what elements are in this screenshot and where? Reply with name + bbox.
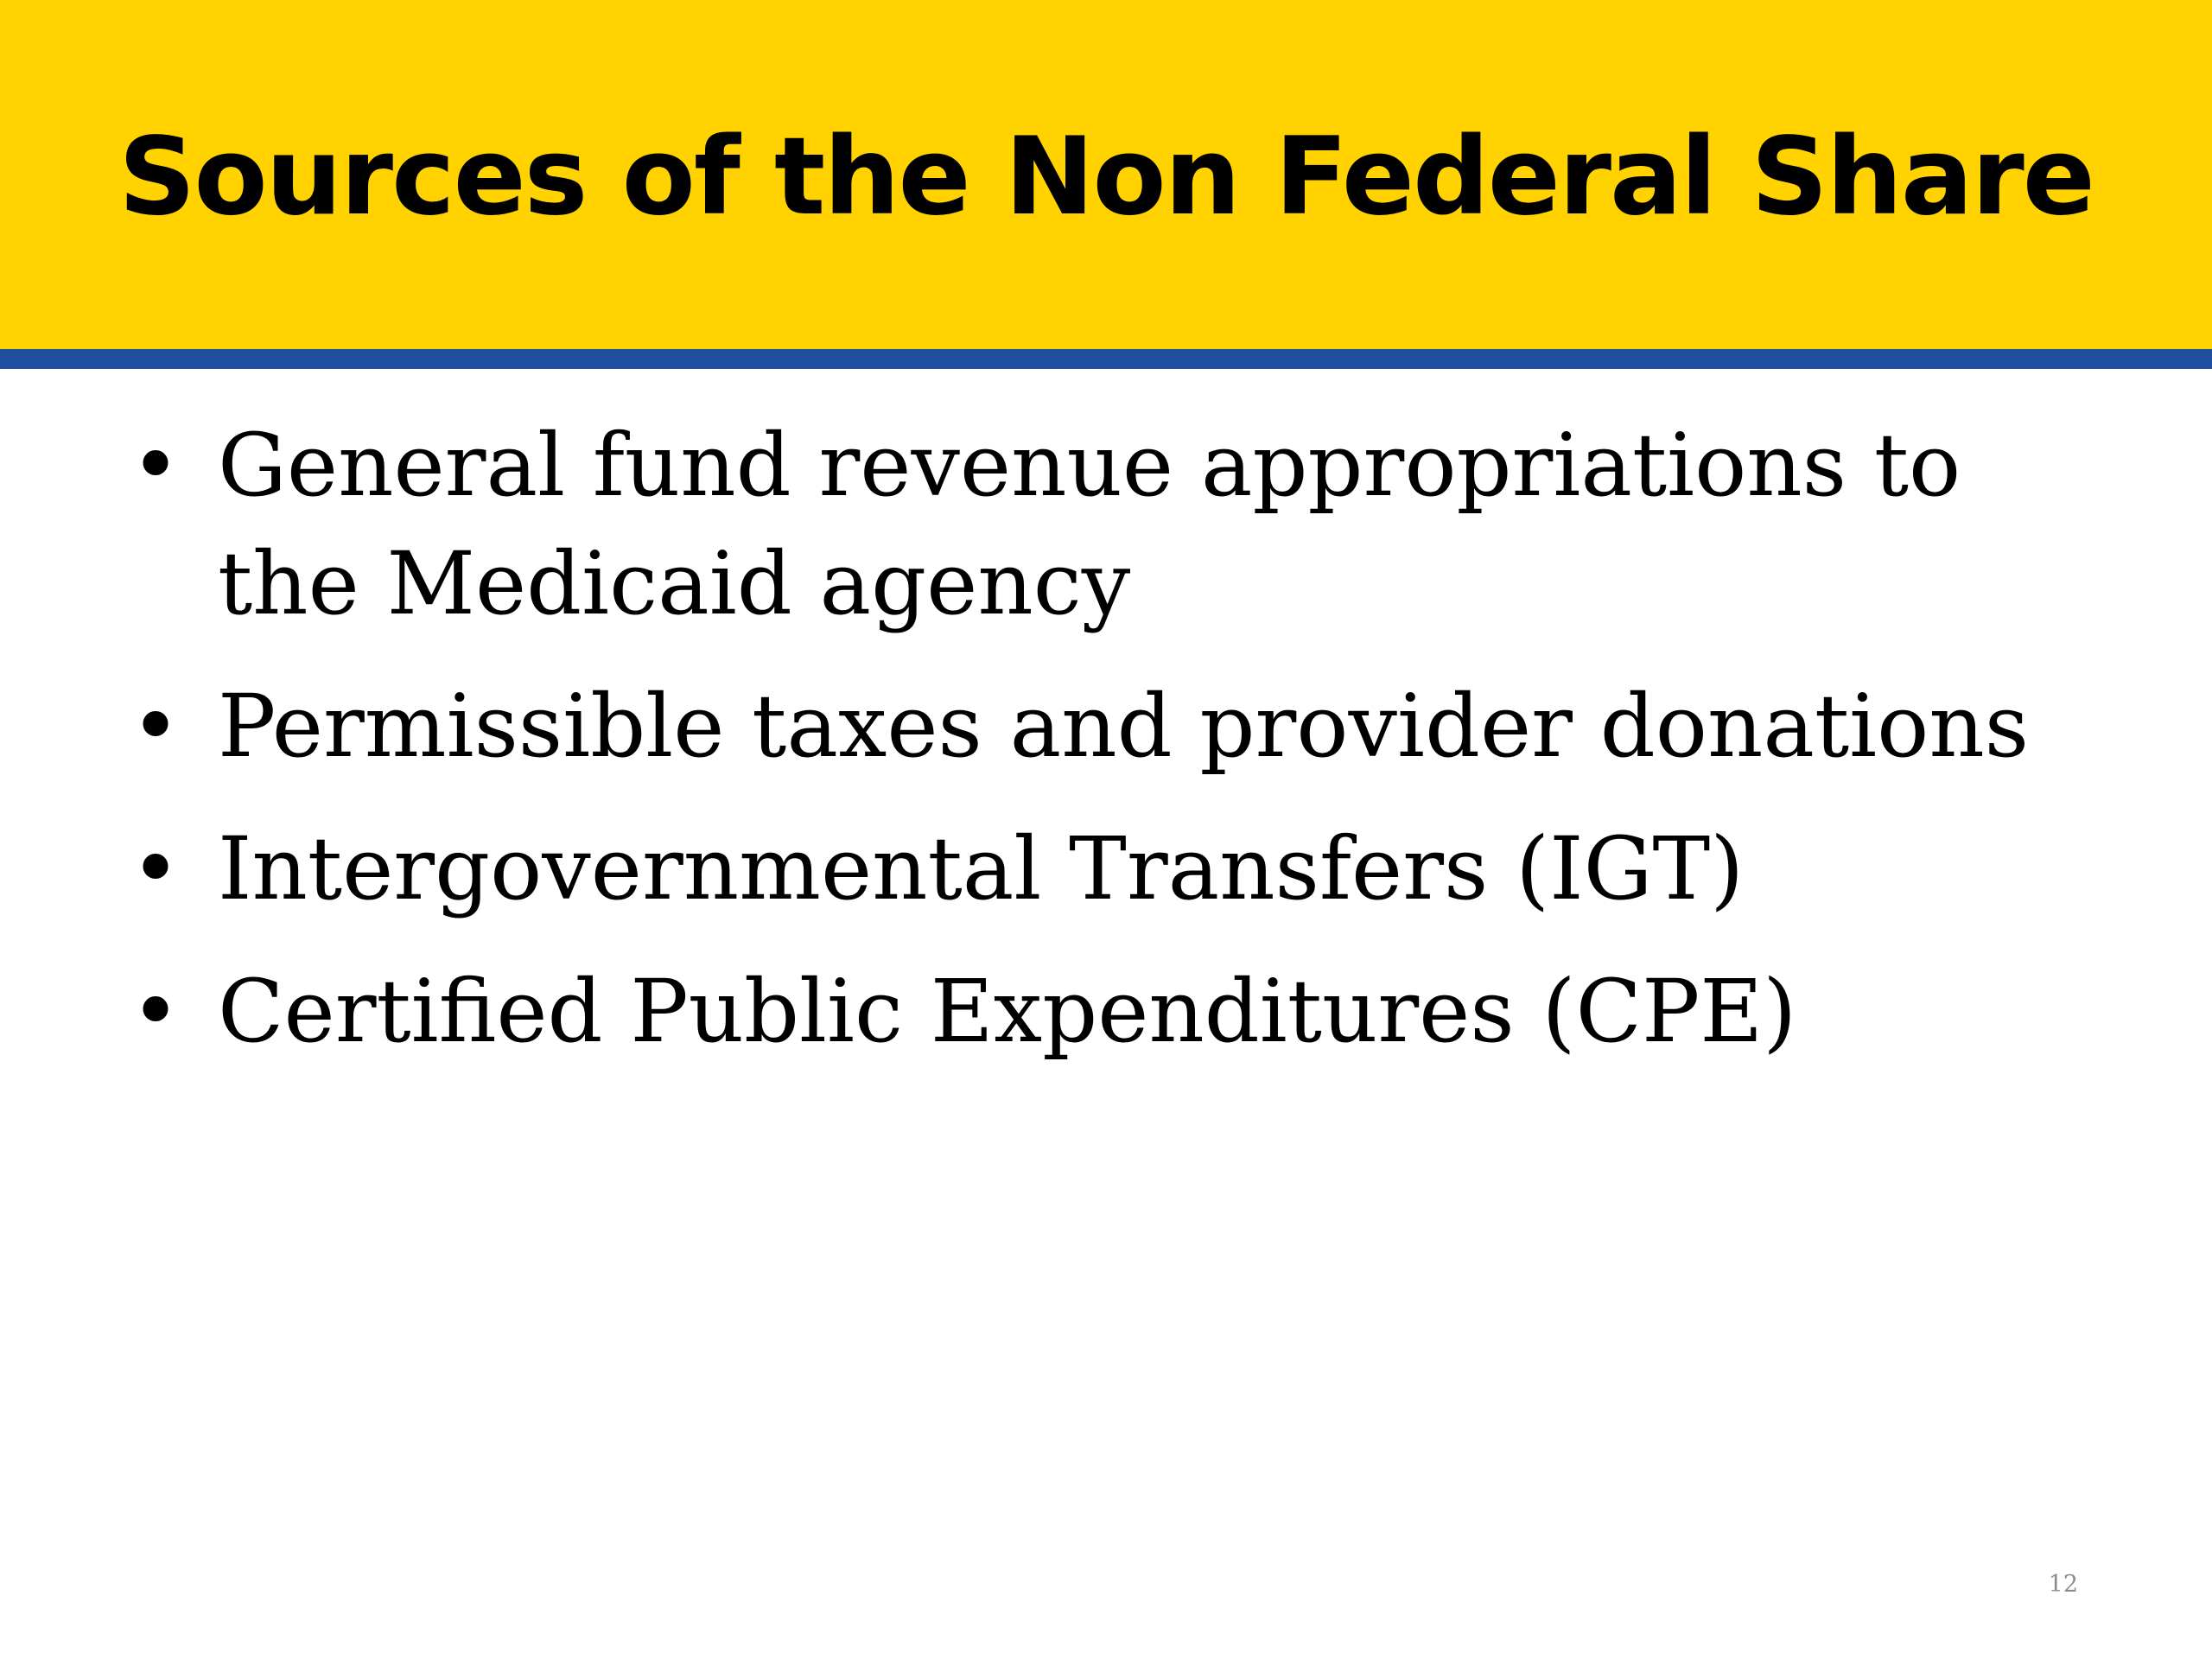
title-divider — [0, 349, 2212, 369]
bullet-text: Certified Public Expenditures (CPE) — [218, 961, 1797, 1062]
bullet-item — [130, 952, 2117, 1071]
bullet-item — [130, 810, 2117, 928]
bullet-icon: • — [130, 961, 181, 1062]
bullet-icon: • — [130, 818, 181, 919]
bullet-icon: • — [130, 676, 181, 777]
bullet-item — [130, 667, 2117, 785]
bullet-text: Permissible taxes and provider donations — [218, 676, 2030, 777]
bullet-text: Intergovernmental Transfers (IGT) — [218, 818, 1745, 919]
bullet-text: General fund revenue appropriations to the Medicaid agency — [218, 415, 1961, 634]
bullet-icon: • — [130, 415, 181, 516]
bullet-list — [130, 406, 2117, 1095]
slide-title: Sources of the Non Federal Share — [118, 115, 2094, 239]
bullet-item — [130, 406, 2117, 643]
page-number: 12 — [2048, 1571, 2078, 1598]
